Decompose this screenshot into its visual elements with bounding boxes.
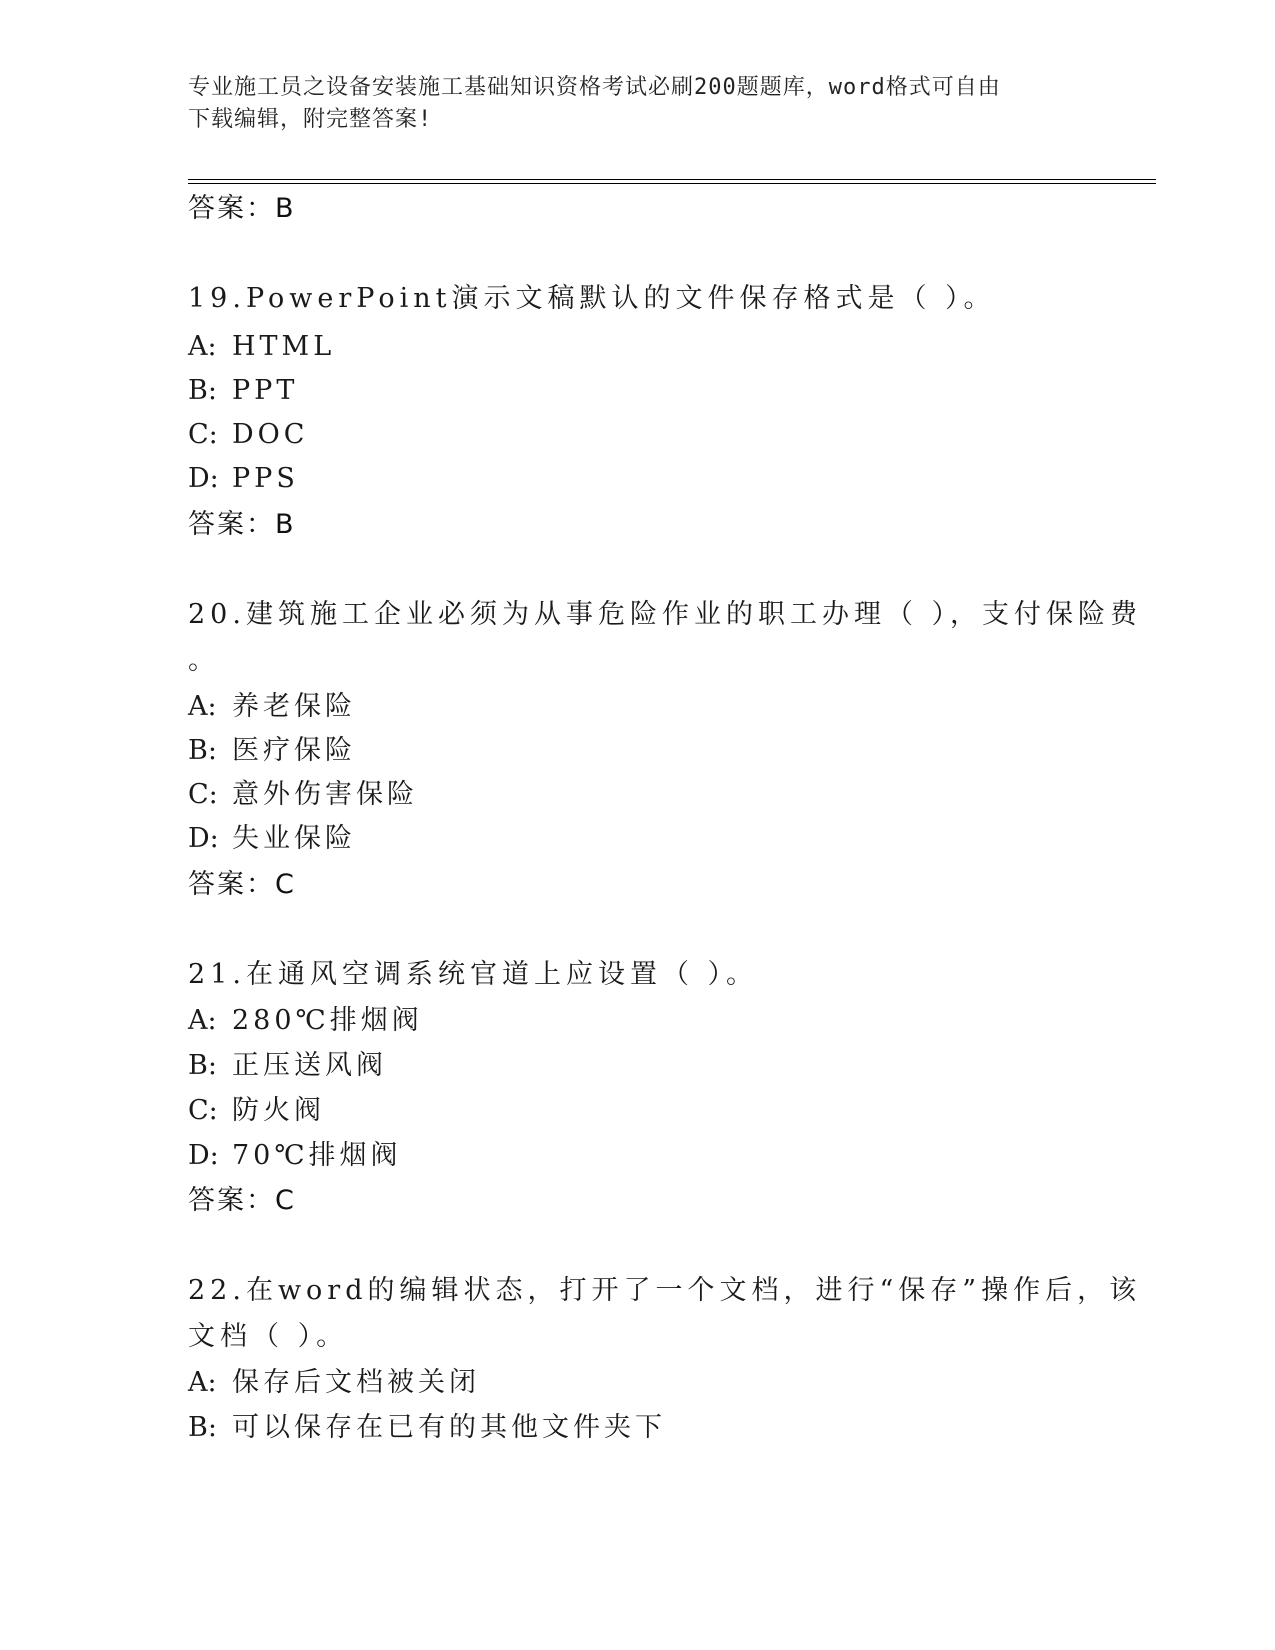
- option-key: C:: [188, 419, 218, 450]
- option-c: [188, 418, 308, 452]
- option-key: B:: [188, 375, 217, 406]
- option-d: [188, 822, 356, 856]
- answer-value: B: [275, 193, 295, 224]
- answer-value: C: [275, 1185, 295, 1216]
- option-text: 280℃排烟阀: [232, 1005, 423, 1036]
- header-line-2: 下载编辑，附完整答案!: [188, 107, 433, 132]
- question-text-line-2: 。: [188, 645, 220, 676]
- question-text-line-1: 20.建筑施工企业必须为从事危险作业的职工办理（ ），支付保险费: [188, 599, 1143, 630]
- option-a: [188, 1004, 423, 1038]
- option-text: HTML: [232, 331, 336, 362]
- option-text: 医疗保险: [232, 735, 356, 766]
- option-d: [188, 1139, 402, 1173]
- option-a: [188, 330, 335, 364]
- option-text: 防火阀: [232, 1095, 325, 1126]
- question-text: 21.在通风空调系统官道上应设置（ ）。: [188, 959, 759, 990]
- question-text-line-1: 22.在word的编辑状态，打开了一个文档，进行“保存”操作后，该: [188, 1275, 1142, 1306]
- option-key: B:: [188, 1412, 217, 1443]
- question-text: 19.PowerPoint演示文稿默认的文件保存格式是（ ）。: [188, 283, 996, 314]
- answer-21: [188, 1184, 295, 1218]
- option-key: A:: [188, 691, 217, 722]
- option-b: [188, 734, 356, 768]
- option-a: [188, 1366, 480, 1400]
- option-c: [188, 778, 418, 812]
- option-b: [188, 374, 298, 408]
- header-divider-bottom: [188, 183, 1156, 184]
- option-text: 正压送风阀: [232, 1050, 387, 1081]
- answer-label: 答案：: [188, 509, 275, 540]
- option-a: [188, 690, 356, 724]
- option-key: A:: [188, 1005, 217, 1036]
- option-text: 70℃排烟阀: [232, 1140, 402, 1171]
- option-b: [188, 1049, 387, 1083]
- answer-label: 答案：: [188, 193, 275, 224]
- question-21: [188, 952, 1088, 998]
- question-22: [188, 1268, 1142, 1360]
- option-c: [188, 1094, 325, 1128]
- option-text: 保存后文档被关闭: [232, 1367, 480, 1398]
- option-key: D:: [188, 1140, 219, 1171]
- document-header: [188, 72, 1078, 136]
- option-key: C:: [188, 779, 218, 810]
- option-key: B:: [188, 1050, 217, 1081]
- question-text-line-2: 文档（ ）。: [188, 1321, 349, 1352]
- answer-value: B: [275, 509, 295, 540]
- option-text: PPS: [232, 463, 299, 494]
- option-text: 可以保存在已有的其他文件夹下: [232, 1412, 666, 1443]
- answer-20: [188, 868, 295, 902]
- option-key: B:: [188, 735, 217, 766]
- header-divider-top: [188, 179, 1156, 180]
- answer-label: 答案：: [188, 869, 275, 900]
- option-text: 意外伤害保险: [232, 779, 418, 810]
- option-key: A:: [188, 331, 217, 362]
- option-key: D:: [188, 463, 219, 494]
- option-key: A:: [188, 1367, 217, 1398]
- option-text: 养老保险: [232, 691, 356, 722]
- option-b: [188, 1411, 666, 1445]
- answer-19: [188, 508, 295, 542]
- answer-label: 答案：: [188, 1185, 275, 1216]
- question-19: [188, 276, 1088, 322]
- option-key: D:: [188, 823, 219, 854]
- header-line-1: 专业施工员之设备安装施工基础知识资格考试必刷200题题库，word格式可自由: [188, 75, 1001, 100]
- option-text: PPT: [232, 375, 299, 406]
- answer-value: C: [275, 869, 295, 900]
- answer-previous: [188, 192, 295, 226]
- question-20: [188, 592, 1143, 684]
- option-text: 失业保险: [232, 823, 356, 854]
- option-key: C:: [188, 1095, 218, 1126]
- option-text: DOC: [232, 419, 309, 450]
- option-d: [188, 462, 299, 496]
